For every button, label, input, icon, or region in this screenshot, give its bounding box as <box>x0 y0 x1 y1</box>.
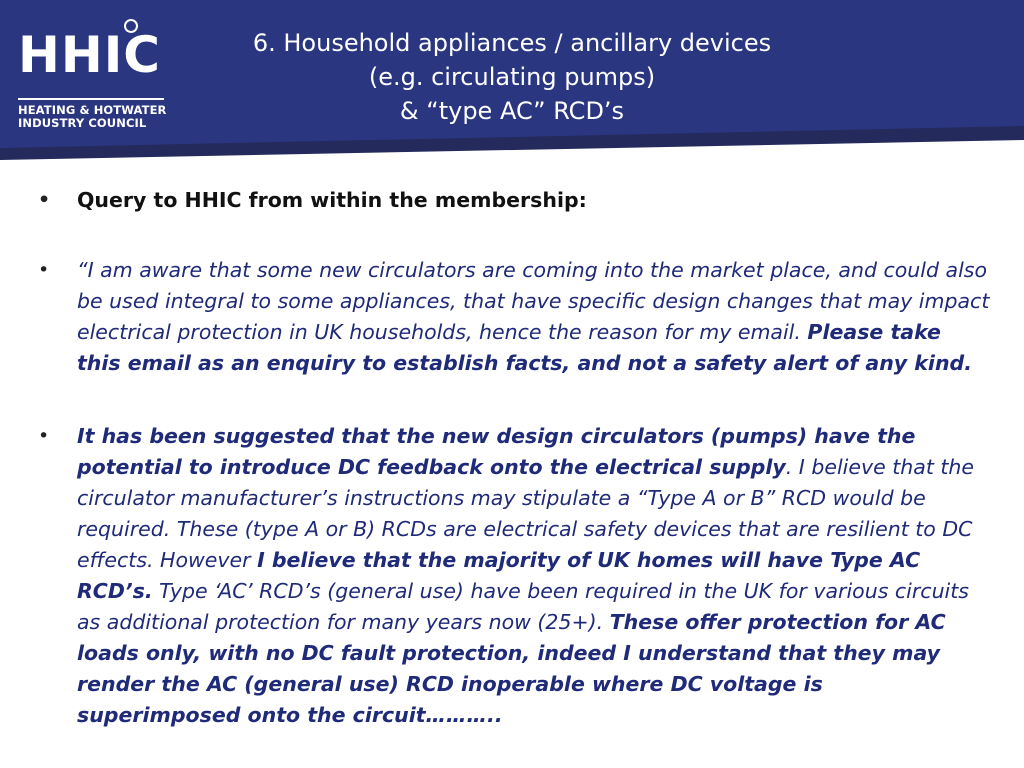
slide-body <box>30 180 990 731</box>
slide-title <box>190 26 834 128</box>
title-line-2: (e.g. circulating pumps) <box>368 63 656 91</box>
dc-feedback-emphasis-1: I believe that the majority of UK homes will have Type AC RCD’s. <box>77 548 921 603</box>
logo-divider <box>18 98 164 100</box>
bullet-quote <box>30 255 990 379</box>
quote-text: “I am aware that some new circulators are coming into the market place, and could also be used integral to some appliances, that have specific design changes that may impact electrical protection in UK households, hence the reason for my email. <box>77 258 990 344</box>
bullet-dc-feedback <box>30 421 990 731</box>
title-line-1: 6. Household appliances / ancillary devices <box>252 29 772 57</box>
bullet-icon: • <box>38 189 51 211</box>
dc-feedback-claim: It has been suggested that the new design circulators (pumps) have the potential to introduce DC feedback onto the electrical supply <box>77 424 916 479</box>
logo-mark: HHIC <box>18 26 161 84</box>
logo-subtitle <box>18 104 178 130</box>
bullet-query <box>30 180 990 220</box>
bullet-icon: • <box>38 259 50 281</box>
bullet-icon: • <box>38 425 50 447</box>
title-line-3: & “type AC” RCD’s <box>399 97 625 125</box>
dc-feedback-emphasis-2: These offer protection for AC loads only, with no DC fault protection, indeed I understand that they may render the AC (general use) RCD inoperable where DC voltage is superimposed onto the circuit……….. <box>77 610 946 727</box>
logo-subtitle-line-2: INDUSTRY COUNCIL <box>18 116 147 130</box>
dc-feedback-text-2: Type ‘AC’ RCD’s (general use) have been required in the UK for various circuits as additional protection for many years now (25+). <box>77 579 969 634</box>
quote-emphasis: Please take this email as an enquiry to establish facts, and not a safety alert of any kind. <box>77 320 973 375</box>
dc-feedback-text-1: . I believe that the circulator manufacturer’s instructions may stipulate a “Type A or B” RCD would be required. These (type A or B) RCDs are electrical safety devices that are resilient to DC effects. However <box>77 455 975 572</box>
logo-subtitle-line-1: HEATING & HOTWATER <box>18 103 167 117</box>
hhic-logo <box>18 18 168 128</box>
bullet-query-text: Query to HHIC from within the membership: <box>77 188 587 212</box>
